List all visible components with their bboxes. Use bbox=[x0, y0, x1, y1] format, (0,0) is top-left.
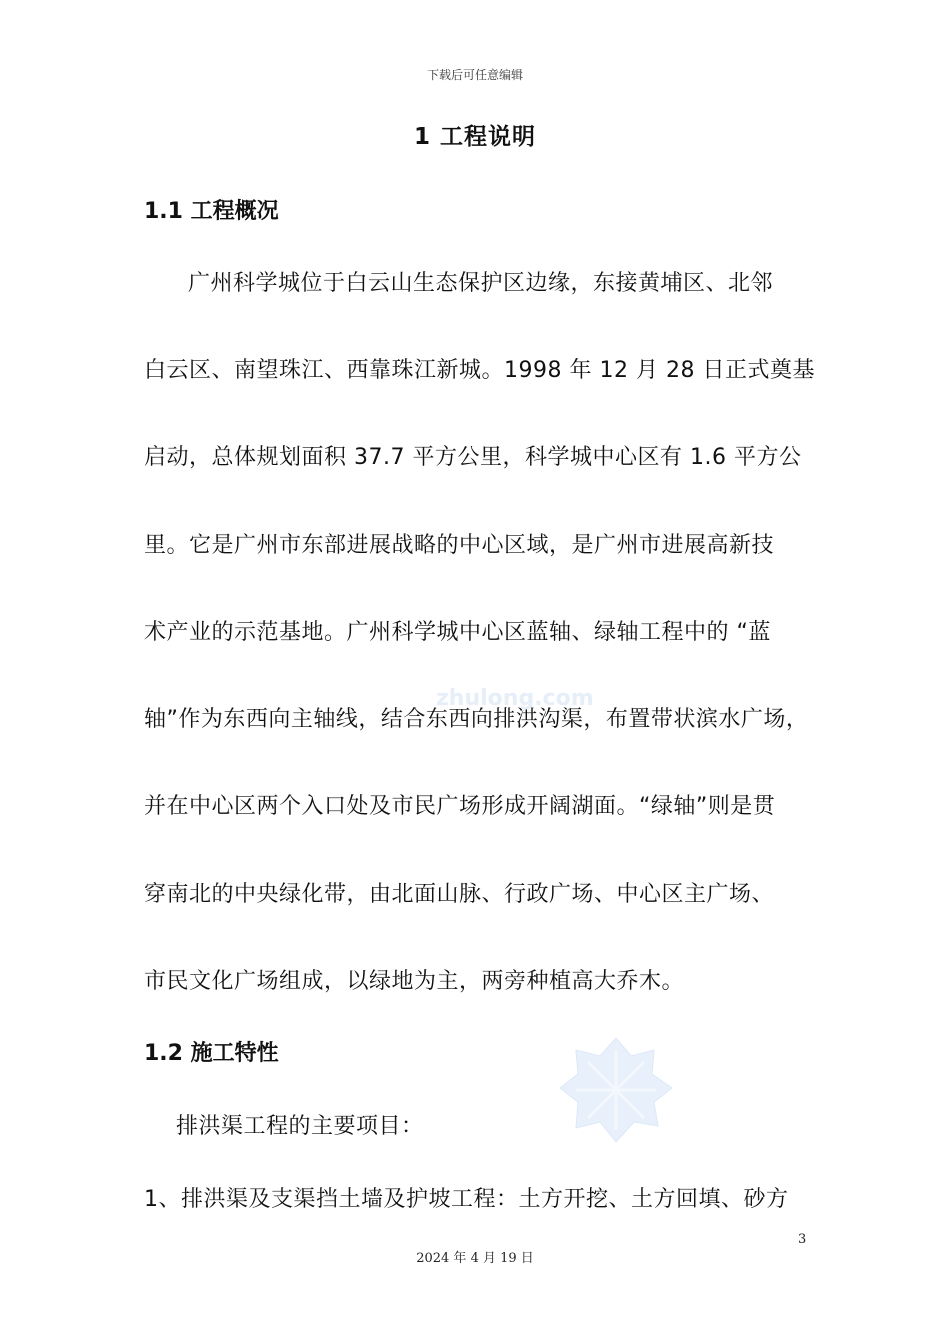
paragraph-line: 启动，总体规划面积 37.7 平方公里，科学城中心区有 1.6 平方公 bbox=[144, 445, 802, 470]
paragraph-line: 排洪渠工程的主要项目： bbox=[176, 1114, 424, 1139]
section-heading-1-2: 1.2 施工特性 bbox=[144, 1041, 279, 1066]
list-item: 1、排洪渠及支渠挡土墙及护坡工程：土方开挖、土方回填、砂方 bbox=[144, 1187, 789, 1212]
paragraph-line: 白云区、南望珠江、西靠珠江新城。1998 年 12 月 28 日正式奠基 bbox=[144, 358, 815, 383]
footer-date: 2024 年 4 月 19 日 bbox=[416, 1251, 534, 1266]
paragraph-line: 广州科学城位于白云山生态保护区边缘，东接黄埔区、北邻 bbox=[188, 271, 774, 296]
paragraph-line: 轴”作为东西向主轴线，结合东西向排洪沟渠，布置带状滨水广场， bbox=[144, 707, 809, 732]
paragraph-line: 市民文化广场组成，以绿地为主，两旁种植高大乔木。 bbox=[144, 969, 685, 994]
document-title: 1 工程说明 bbox=[413, 124, 536, 150]
paragraph-line: 术产业的示范基地。广州科学城中心区蓝轴、绿轴工程中的 “蓝 bbox=[144, 620, 771, 645]
paragraph-line: 穿南北的中央绿化带，由北面山脉、行政广场、中心区主广场、 bbox=[144, 882, 775, 907]
page-number: 3 bbox=[798, 1232, 807, 1247]
page-header: 下载后可任意编辑 bbox=[426, 68, 523, 82]
watermark-logo-icon bbox=[556, 1036, 676, 1146]
section-heading-1-1: 1.1 工程概况 bbox=[144, 199, 279, 224]
watermark-text: zhulong.com bbox=[436, 686, 594, 711]
paragraph-line: 里。它是广州市东部进展战略的中心区域，是广州市进展高新技 bbox=[144, 533, 775, 558]
paragraph-line: 并在中心区两个入口处及市民广场形成开阔湖面。“绿轴”则是贯 bbox=[144, 794, 776, 819]
